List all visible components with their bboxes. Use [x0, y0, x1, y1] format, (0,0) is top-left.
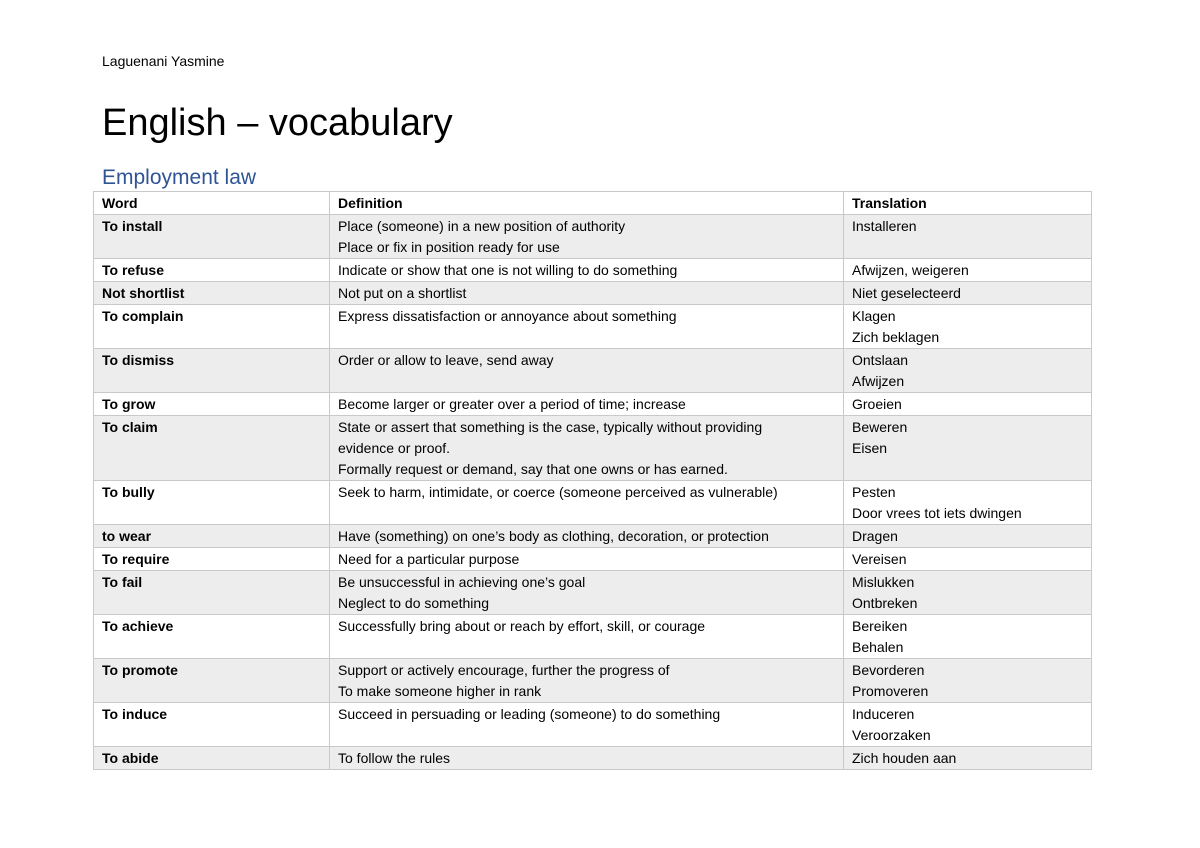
translation-line: Pesten	[852, 484, 896, 500]
cell-word: To achieve	[94, 615, 330, 659]
translation-line: Eisen	[852, 440, 888, 456]
translation-line: Veroorzaken	[852, 727, 931, 743]
cell-definition	[330, 481, 844, 525]
table-row	[94, 747, 1092, 770]
table-row	[94, 703, 1092, 747]
definition-line: Place (someone) in a new position of authority	[338, 218, 626, 234]
table-row	[94, 282, 1092, 305]
table-row	[94, 548, 1092, 571]
table-row	[94, 393, 1092, 416]
definition-line: evidence or proof.	[338, 440, 451, 456]
cell-word: To fail	[94, 571, 330, 615]
definition-line: To follow the rules	[338, 750, 451, 766]
definition-line: Be unsuccessful in achieving one’s goal	[338, 574, 586, 590]
cell-word: To induce	[94, 703, 330, 747]
cell-definition	[330, 259, 844, 282]
definition-line: Succeed in persuading or leading (someone) to do something	[338, 706, 721, 722]
translation-line: Ontbreken	[852, 595, 918, 611]
table-body	[94, 215, 1092, 770]
translation-line: Klagen	[852, 308, 896, 324]
cell-word: to wear	[94, 525, 330, 548]
cell-translation	[844, 481, 1092, 525]
header-definition: Definition	[330, 192, 844, 215]
translation-line: Door vrees tot iets dwingen	[852, 505, 1022, 521]
translation-line: Beweren	[852, 419, 908, 435]
definition-line: Seek to harm, intimidate, or coerce (someone perceived as vulnerable)	[338, 484, 778, 500]
cell-word: To bully	[94, 481, 330, 525]
definition-line: Not put on a shortlist	[338, 285, 467, 301]
cell-word: To complain	[94, 305, 330, 349]
definition-line: Place or fix in position ready for use	[338, 239, 560, 255]
translation-line: Zich houden aan	[852, 750, 957, 766]
cell-definition	[330, 703, 844, 747]
definition-line: Indicate or show that one is not willing to do something	[338, 262, 678, 278]
table-row	[94, 305, 1092, 349]
cell-word: Not shortlist	[94, 282, 330, 305]
translation-line: Afwijzen	[852, 373, 905, 389]
cell-translation	[844, 305, 1092, 349]
document-title: English – vocabulary	[102, 102, 453, 144]
table-row	[94, 215, 1092, 259]
cell-definition	[330, 416, 844, 481]
cell-word: To dismiss	[94, 349, 330, 393]
table-row	[94, 349, 1092, 393]
cell-word: To claim	[94, 416, 330, 481]
table-row	[94, 615, 1092, 659]
table-row	[94, 259, 1092, 282]
definition-line: To make someone higher in rank	[338, 683, 542, 699]
cell-translation	[844, 259, 1092, 282]
cell-definition	[330, 659, 844, 703]
table-row	[94, 571, 1092, 615]
translation-line: Installeren	[852, 218, 917, 234]
definition-line: Become larger or greater over a period of time; increase	[338, 396, 686, 412]
cell-definition	[330, 349, 844, 393]
cell-translation	[844, 747, 1092, 770]
cell-definition	[330, 393, 844, 416]
cell-translation	[844, 215, 1092, 259]
header-translation: Translation	[844, 192, 1092, 215]
table-row	[94, 525, 1092, 548]
section-heading: Employment law	[102, 166, 257, 189]
definition-line: Order or allow to leave, send away	[338, 352, 554, 368]
cell-word: To grow	[94, 393, 330, 416]
translation-line: Behalen	[852, 639, 904, 655]
translation-line: Dragen	[852, 528, 898, 544]
table-row	[94, 659, 1092, 703]
translation-line: Ontslaan	[852, 352, 909, 368]
definition-line: Support or actively encourage, further the progress of	[338, 662, 670, 678]
cell-definition	[330, 548, 844, 571]
cell-definition	[330, 215, 844, 259]
header-word: Word	[94, 192, 330, 215]
cell-definition	[330, 282, 844, 305]
table-row	[94, 481, 1092, 525]
translation-line: Mislukken	[852, 574, 915, 590]
author-name: Laguenani Yasmine	[102, 53, 225, 69]
cell-translation	[844, 615, 1092, 659]
translation-line: Groeien	[852, 396, 902, 412]
translation-line: Afwijzen, weigeren	[852, 262, 969, 278]
translation-line: Bereiken	[852, 618, 908, 634]
definition-line: Need for a particular purpose	[338, 551, 520, 567]
translation-line: Niet geselecteerd	[852, 285, 961, 301]
cell-translation	[844, 416, 1092, 481]
table-header-row	[94, 192, 1092, 215]
cell-translation	[844, 703, 1092, 747]
cell-translation	[844, 571, 1092, 615]
cell-translation	[844, 548, 1092, 571]
definition-line: Express dissatisfaction or annoyance about something	[338, 308, 677, 324]
translation-line: Vereisen	[852, 551, 907, 567]
translation-line: Promoveren	[852, 683, 929, 699]
definition-line: Formally request or demand, say that one owns or has earned.	[338, 461, 728, 477]
definition-line: Successfully bring about or reach by effort, skill, or courage	[338, 618, 706, 634]
cell-translation	[844, 525, 1092, 548]
cell-word: To promote	[94, 659, 330, 703]
definition-line: Have (something) on one’s body as clothing, decoration, or protection	[338, 528, 769, 544]
cell-word: To require	[94, 548, 330, 571]
cell-word: To abide	[94, 747, 330, 770]
definition-line: State or assert that something is the case, typically without providing	[338, 419, 763, 435]
cell-definition	[330, 615, 844, 659]
vocabulary-table	[93, 191, 1092, 770]
cell-translation	[844, 282, 1092, 305]
translation-line: Bevorderen	[852, 662, 925, 678]
cell-translation	[844, 659, 1092, 703]
cell-definition	[330, 571, 844, 615]
cell-translation	[844, 349, 1092, 393]
translation-line: Induceren	[852, 706, 915, 722]
cell-translation	[844, 393, 1092, 416]
translation-line: Zich beklagen	[852, 329, 940, 345]
cell-definition	[330, 525, 844, 548]
definition-line: Neglect to do something	[338, 595, 489, 611]
cell-word: To install	[94, 215, 330, 259]
table-row	[94, 416, 1092, 481]
cell-word: To refuse	[94, 259, 330, 282]
cell-definition	[330, 747, 844, 770]
cell-definition	[330, 305, 844, 349]
